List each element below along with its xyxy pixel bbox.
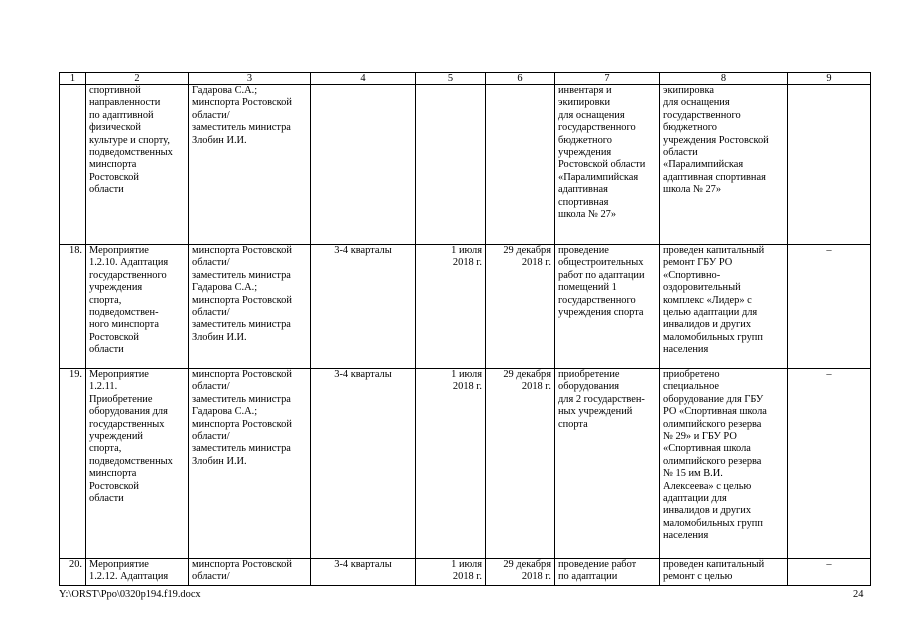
column-number: 1 — [60, 73, 86, 85]
column-number: 6 — [486, 73, 555, 85]
measure-name: спортивной направленности по адаптивной физической культуре и спорту, подведомственных минспорта Ростовской области — [86, 85, 189, 245]
table-row — [60, 369, 871, 559]
expected-result: инвентаря и экипировки для оснащения государственного бюджетного учреждения Ростовской области «Паралимпийская адаптивная спортивная школа № 27» — [555, 85, 660, 245]
table-row — [60, 85, 871, 245]
page-number: 24 — [853, 589, 864, 600]
expected-result: приобретение оборудования для 2 государствен- ных учреждений спорта — [555, 369, 660, 559]
start-date: 1 июля 2018 г. — [416, 559, 486, 586]
footer-file-path: Y:\ORST\Ppo\0320p194.f19.docx — [59, 589, 201, 600]
table-row — [60, 245, 871, 369]
notes: – — [788, 559, 871, 586]
responsible-executor: минспорта Ростовской области/ — [189, 559, 311, 586]
end-date: 29 декабря 2018 г. — [486, 369, 555, 559]
period: 3-4 кварталы — [311, 245, 416, 369]
end-date: 29 декабря 2018 г. — [486, 245, 555, 369]
measure-name: Мероприятие 1.2.12. Адаптация — [86, 559, 189, 586]
column-number: 4 — [311, 73, 416, 85]
actual-result: экипировка для оснащения государственного бюджетного учреждения Ростовской области «Паралимпийская адаптивная спортивная школа № 27» — [660, 85, 788, 245]
notes: – — [788, 245, 871, 369]
measure-name: Мероприятие 1.2.10. Адаптация государственного учреждения спорта, подведомствен- ного минспорта Ростовской области — [86, 245, 189, 369]
end-date: 29 декабря 2018 г. — [486, 559, 555, 586]
expected-result: проведение работ по адаптации — [555, 559, 660, 586]
measures-table — [59, 72, 871, 586]
notes: – — [788, 369, 871, 559]
actual-result: проведен капитальный ремонт ГБУ РО «Спортивно- оздоровительный комплекс «Лидер» с целью адаптации для инвалидов и других маломобильных групп населения — [660, 245, 788, 369]
start-date — [416, 85, 486, 245]
column-number: 8 — [660, 73, 788, 85]
column-number: 7 — [555, 73, 660, 85]
row-number: 19. — [60, 369, 86, 559]
start-date: 1 июля 2018 г. — [416, 369, 486, 559]
column-number: 2 — [86, 73, 189, 85]
row-number: 20. — [60, 559, 86, 586]
actual-result: приобретено специальное оборудование для ГБУ РО «Спортивная школа олимпийского резерва № 29» и ГБУ РО «Спортивная школа олимпийского резерва № 15 им В.И. Алексеева» с целью адаптации для инвалидов и других маломобильных групп населения — [660, 369, 788, 559]
expected-result: проведение общестроительных работ по адаптации помещений 1 государственного учреждения спорта — [555, 245, 660, 369]
measure-name: Мероприятие 1.2.11. Приобретение оборудования для государственных учреждений спорта, подведомственных минспорта Ростовской области — [86, 369, 189, 559]
start-date: 1 июля 2018 г. — [416, 245, 486, 369]
period — [311, 85, 416, 245]
responsible-executor: минспорта Ростовской области/ заместитель министра Гадарова С.А.; минспорта Ростовской области/ заместитель министра Злобин И.И. — [189, 369, 311, 559]
column-number: 5 — [416, 73, 486, 85]
row-number — [60, 85, 86, 245]
end-date — [486, 85, 555, 245]
period: 3-4 кварталы — [311, 369, 416, 559]
column-number: 9 — [788, 73, 871, 85]
column-number-row — [60, 73, 871, 85]
period: 3-4 кварталы — [311, 559, 416, 586]
responsible-executor: Гадарова С.А.; минспорта Ростовской области/ заместитель министра Злобин И.И. — [189, 85, 311, 245]
table-row — [60, 559, 871, 586]
actual-result: проведен капитальный ремонт с целью — [660, 559, 788, 586]
row-number: 18. — [60, 245, 86, 369]
notes — [788, 85, 871, 245]
responsible-executor: минспорта Ростовской области/ заместитель министра Гадарова С.А.; минспорта Ростовской области/ заместитель министра Злобин И.И. — [189, 245, 311, 369]
column-number: 3 — [189, 73, 311, 85]
